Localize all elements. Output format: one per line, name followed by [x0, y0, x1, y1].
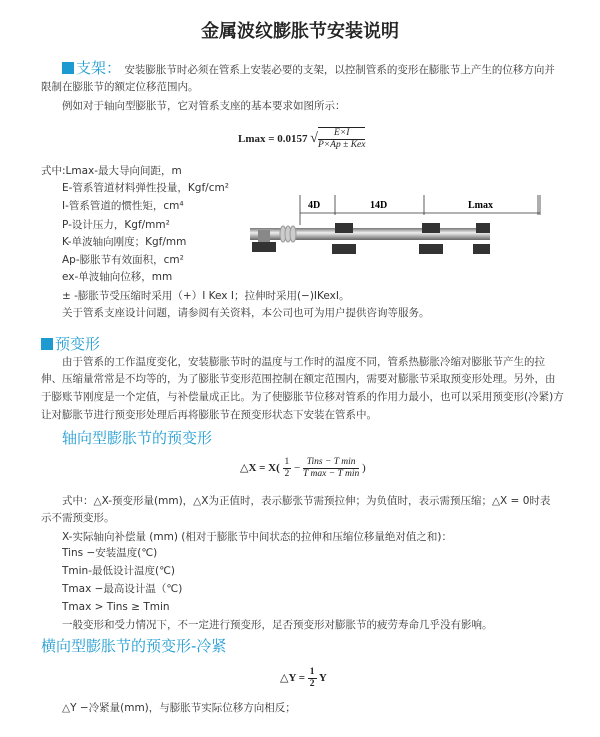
def-line: ex-单波轴向位移，mm [62, 271, 173, 283]
def-line: 关于管系支座设计问题，请参阅有关资料，本公司也可为用户提供咨询等服务。 [62, 307, 430, 319]
axial-def: X-实际轴向补偿量 (mm) (相对于膨胀节中间状态的拉伸和压缩位移量绝对值之和)： [62, 531, 452, 543]
lmax-formula: Lmax = 0.0157 √ $\frac{E\times I}{\text{P×Ap ± Kex}}$ [238, 128, 366, 151]
pipe-support-diagram [250, 195, 493, 260]
section-heading-predeform [41, 334, 100, 354]
formula-num: Tins − T min [303, 457, 359, 469]
heading-text: 支架： [76, 59, 122, 77]
axial-def: 式中：△X-预变形量(mm)，△X为正值时，表示膨张节需预拉伸；为负值时，表示需预压缩；△X = 0时表 [62, 495, 551, 507]
square-bullet-icon [41, 338, 53, 350]
formula-lhs: △Y = [280, 672, 306, 684]
formula-den: 2 [309, 678, 315, 689]
dim-label-4d: 4D [308, 200, 321, 211]
formula-den: T max − T min [303, 468, 360, 479]
axial-def: Tmax −最高设计温（℃) [62, 583, 183, 595]
square-bullet-icon [62, 62, 74, 74]
support-heading-line [62, 58, 555, 78]
formula-minus: − [294, 462, 301, 474]
section-heading-support [62, 59, 121, 77]
support-example: 例如对于轴向型膨胀节，它对管系支座的基本要求如图所示： [62, 100, 346, 112]
axial-def: Tmax > Tins ≥ Tmin [62, 601, 170, 613]
formula-num: 1 [284, 456, 290, 467]
axial-formula [240, 454, 366, 482]
predeform-para: 于膨账节刚度是一个定值，与补偿量成正比。为了使膨胀节位移对管系的作用力最小，也可以采用预变形(冷紧)方 [41, 391, 564, 403]
formula-den: 2 [284, 468, 290, 479]
dim-label-14d: 14D [370, 200, 388, 211]
page-title: 金属波纹膨胀节安装说明 [201, 21, 399, 42]
predeform-para: 让对膨胀节进行预变形处理后再将膨胀节在预变形状态下安装在管系中。 [41, 409, 377, 421]
def-line: K-单波轴向刚度；Kgf/mm [62, 236, 187, 248]
axial-def: 示不需预变形。 [41, 512, 115, 524]
support-intro: 安装膨胀节时必须在管系上安装必要的支架，以控制管系的变形在膨胀节上产生的位移方向并 [124, 64, 555, 76]
dim-label-lmax: Lmax [468, 200, 493, 211]
support-intro-cont: 限制在膨胀节的额定位移范围内。 [41, 81, 199, 93]
lateral-def: △Y −冷紧量(mm)，与膨胀节实际位移方向相反； [62, 702, 296, 714]
lateral-formula [280, 664, 327, 692]
formula-num: E×I [318, 128, 366, 140]
def-line: E-管系管道材料弹性投量，Kgf/cm² [62, 182, 229, 194]
axial-def: Tins −安装温度(℃) [62, 547, 158, 559]
predeform-para: 伸、压缩量常常是不均等的，为了膨胀节变形范围控制在额定范围内，需要对膨胀节采取预变形处理。另外，由 [41, 373, 556, 385]
def-line: ± -膨胀节受压缩时采用（+）I Kex I；拉伸时采用(−)IKexI。 [62, 290, 350, 302]
formula-lhs: Lmax = 0.0157 [238, 133, 308, 145]
def-line: P-设计压力，Kgf/mm² [62, 219, 170, 231]
def-line: Ap-膨胀节有效面积，cm² [62, 254, 184, 266]
formula-rhs: ) [361, 462, 366, 474]
subheading-lateral: 横向型膨胀节的预变形-冷紧 [41, 637, 227, 655]
formula-lhs: △X = X( [240, 462, 280, 474]
axial-def: 一般变形和受力情况下，不一定进行预变形，足否预变形对膨胀节的疲劳寿命几乎没有影响。 [62, 619, 493, 631]
subheading-axial: 轴向型膨胀节的预变形 [62, 429, 213, 447]
predeform-para: 由于管系的工作温度变化，安装膨胀节时的温度与工作时的温度不同，管系热膨胀冷缩对膨胀节产生的拉 [62, 356, 545, 368]
axial-def: Tmin-最低设计温度(℃) [62, 565, 175, 577]
formula-den: P×Ap ± Kex [317, 140, 366, 151]
def-line: I-管系管道的惯性矩，cm⁴ [62, 200, 184, 212]
def-line: 式中:Lmax-最大导向间距，m [41, 165, 182, 177]
formula-rhs: Y [318, 672, 327, 684]
heading-text: 预变形 [55, 335, 101, 353]
formula-num: 1 [309, 666, 315, 677]
